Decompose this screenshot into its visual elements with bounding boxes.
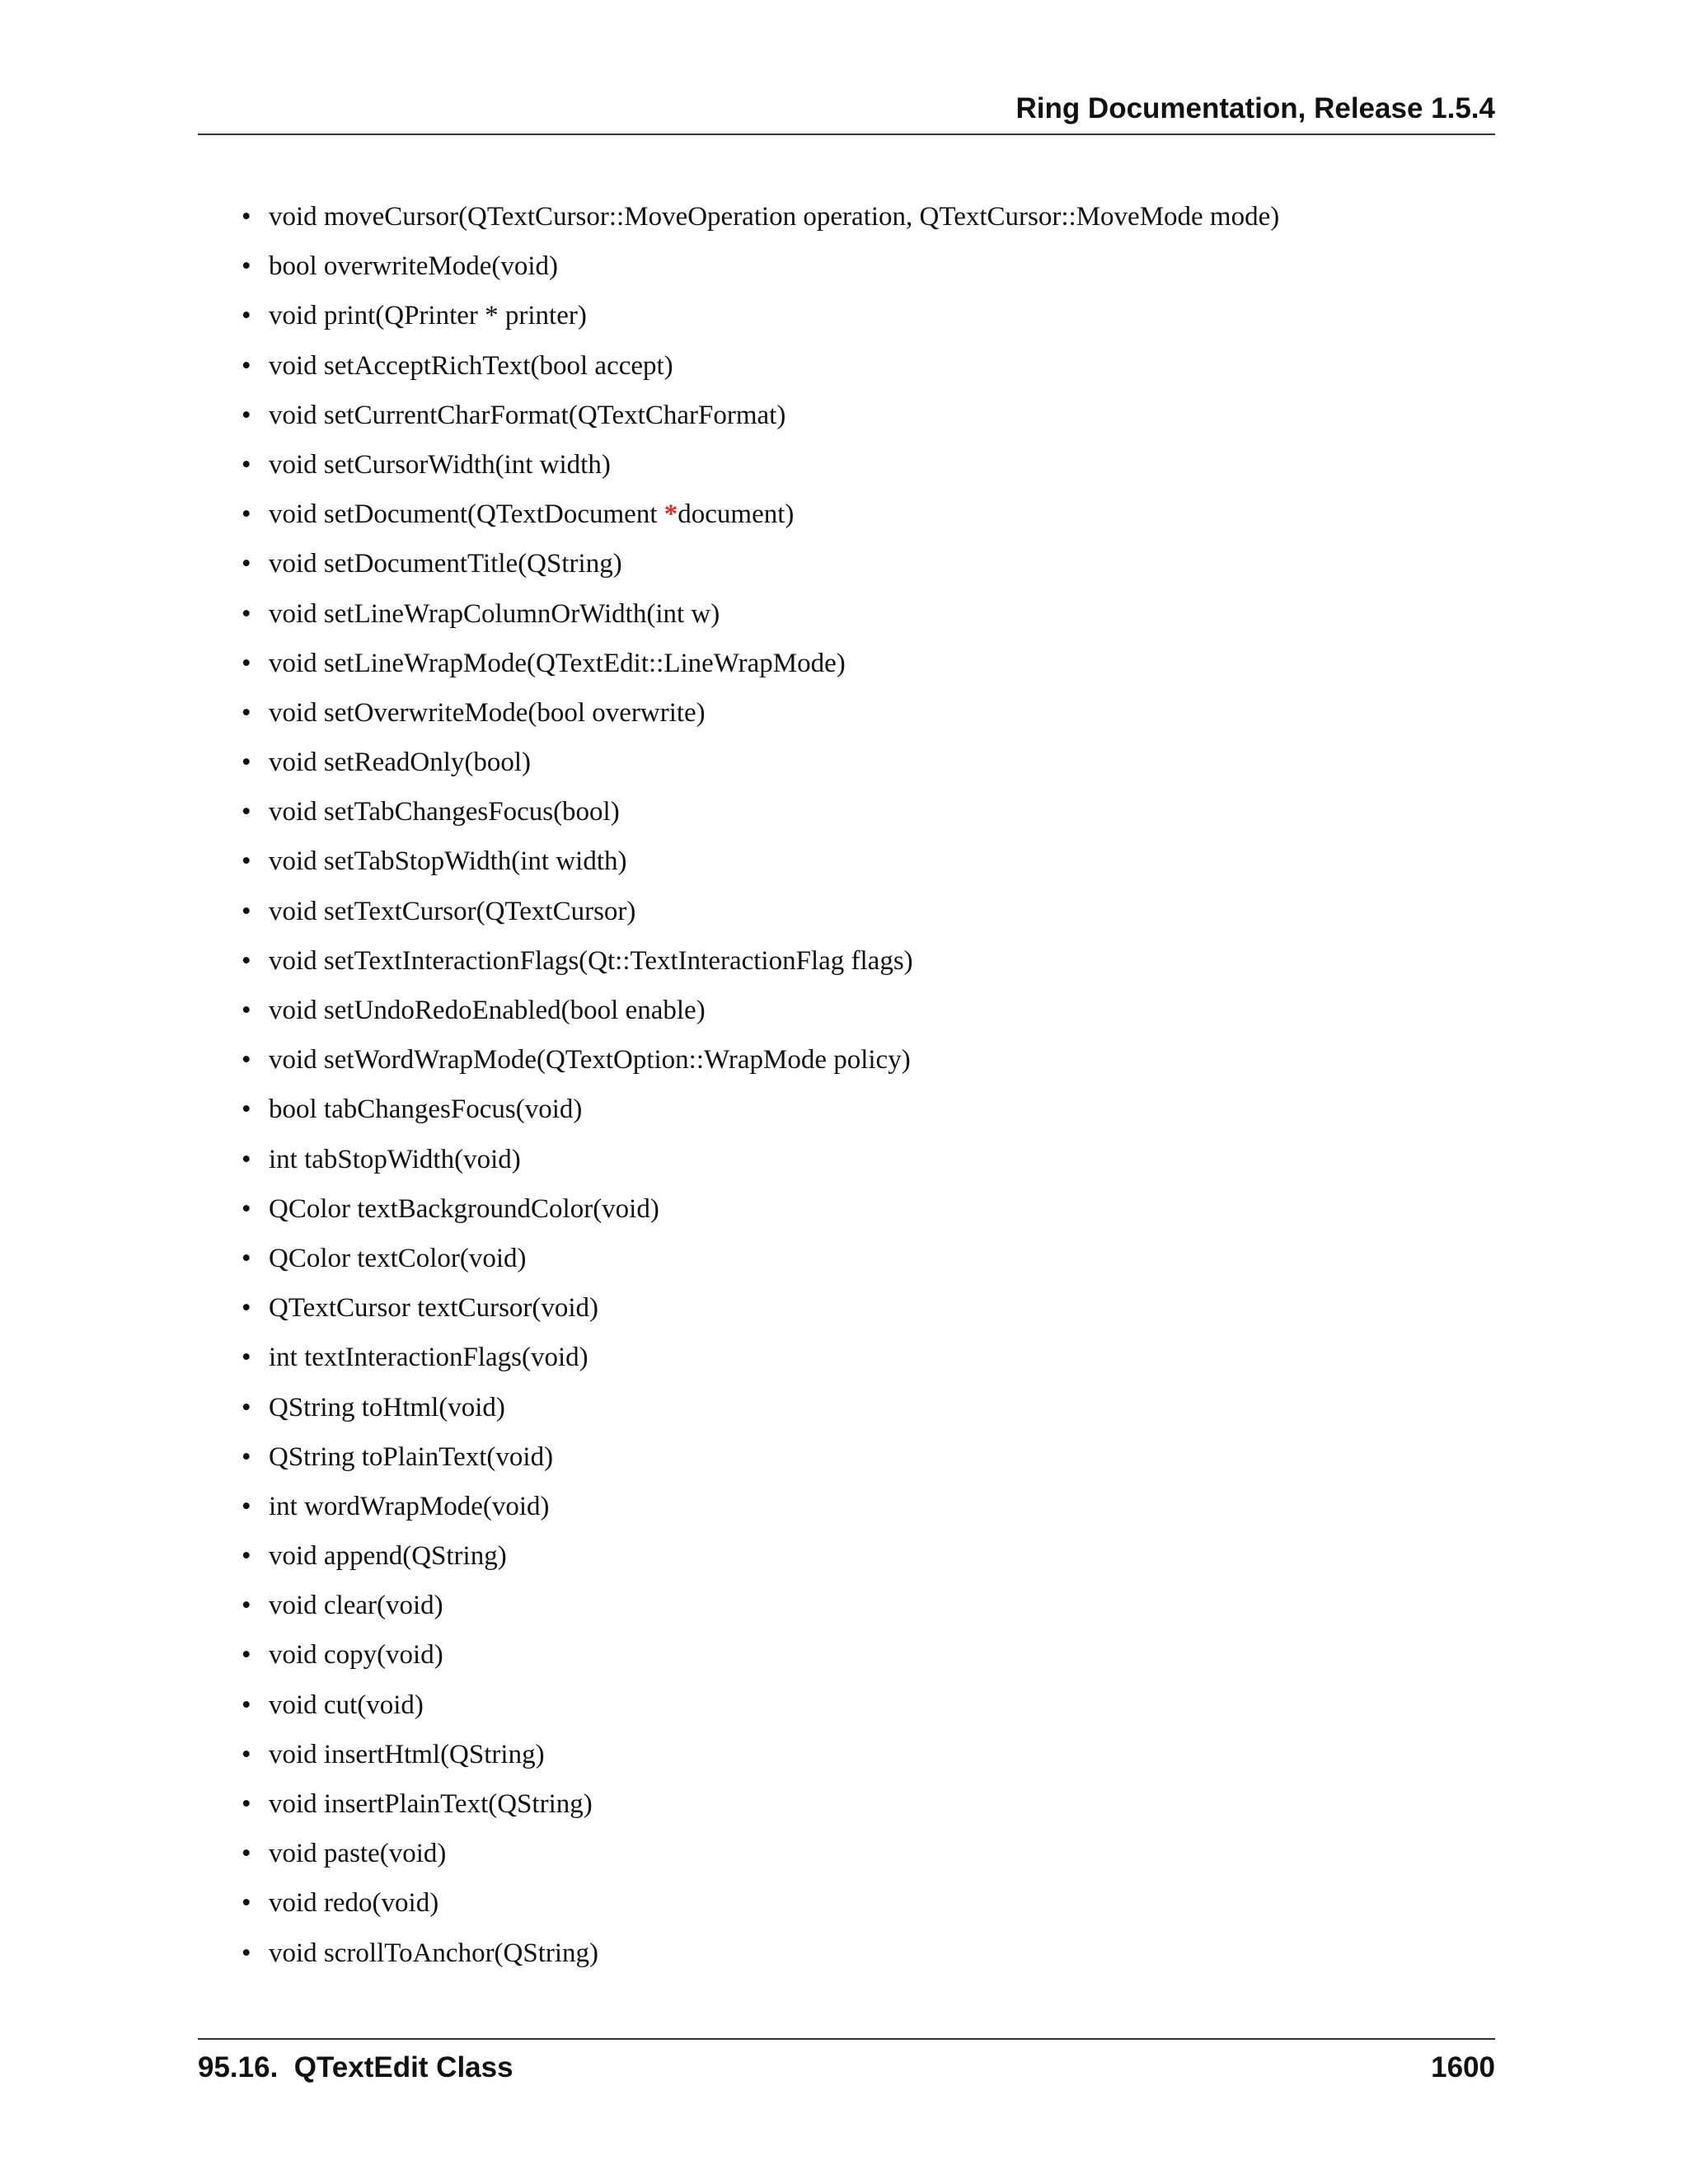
bullet-icon: • <box>241 499 251 530</box>
method-signature: void setLineWrapMode(QTextEdit::LineWrapMode) <box>269 648 846 678</box>
bullet-icon: • <box>241 1343 251 1373</box>
bullet-icon: • <box>241 1045 251 1076</box>
method-signature: void scrollToAnchor(QString) <box>269 1938 599 1968</box>
method-signature: void setAcceptRichText(bool accept) <box>269 350 673 381</box>
bullet-icon: • <box>241 1789 251 1819</box>
bullet-icon: • <box>241 350 251 381</box>
method-signature: void moveCursor(QTextCursor::MoveOperation operation, QTextCursor::MoveMode mode) <box>269 202 1280 232</box>
list-item <box>237 192 1490 241</box>
method-signature: void setUndoRedoEnabled(bool enable) <box>269 996 706 1025</box>
bullet-icon: • <box>241 251 251 282</box>
bullet-icon: • <box>241 202 251 232</box>
list-item <box>237 936 1490 986</box>
method-signature: QString toPlainText(void) <box>269 1441 554 1472</box>
bullet-icon: • <box>241 1243 251 1273</box>
bullet-icon: • <box>241 1193 251 1224</box>
list-item <box>237 440 1490 490</box>
method-signature: void setWordWrapMode(QTextOption::WrapMode policy) <box>269 1045 911 1076</box>
section-title: 95.16. QTextEdit Class <box>198 2051 513 2083</box>
method-signature: void setTextCursor(QTextCursor) <box>269 896 636 926</box>
list-item <box>237 490 1490 539</box>
method-signature: QColor textBackgroundColor(void) <box>269 1193 659 1224</box>
method-signature: int tabStopWidth(void) <box>269 1144 521 1174</box>
bullet-icon: • <box>241 1293 251 1324</box>
method-signature <box>269 499 794 529</box>
bullet-icon: • <box>241 1541 251 1572</box>
method-signature: void redo(void) <box>269 1888 439 1919</box>
method-signature: void cut(void) <box>269 1690 424 1720</box>
list-item <box>237 887 1490 936</box>
list-item <box>237 1432 1490 1482</box>
bullet-icon: • <box>241 697 251 728</box>
method-signature: void print(QPrinter * printer) <box>269 301 587 331</box>
list-item <box>237 1035 1490 1085</box>
method-signature: bool tabChangesFocus(void) <box>269 1094 583 1125</box>
list-item <box>237 1531 1490 1581</box>
method-signature: void append(QString) <box>269 1541 507 1572</box>
method-signature: void setTextInteractionFlags(Qt::TextInteractionFlag flags) <box>269 945 913 976</box>
bullet-icon: • <box>241 797 251 827</box>
bullet-icon: • <box>241 1094 251 1125</box>
method-signature: int textInteractionFlags(void) <box>269 1343 588 1373</box>
page-header <box>198 91 1495 135</box>
method-signature: void setLineWrapColumnOrWidth(int w) <box>269 598 720 629</box>
list-item <box>237 1184 1490 1234</box>
page-content <box>237 192 1490 1978</box>
list-item <box>237 341 1490 391</box>
method-signature: void insertPlainText(QString) <box>269 1789 593 1819</box>
list-item <box>237 291 1490 340</box>
method-signature: void copy(void) <box>269 1640 443 1671</box>
method-signature: QString toHtml(void) <box>269 1392 505 1422</box>
method-signature: void setCursorWidth(int width) <box>269 449 611 480</box>
list-item <box>237 1878 1490 1928</box>
method-signature: QTextCursor textCursor(void) <box>269 1293 599 1324</box>
document-title: Ring Documentation, Release 1.5.4 <box>1015 92 1495 124</box>
page-footer <box>198 2038 1495 2083</box>
list-item <box>237 688 1490 738</box>
list-item <box>237 787 1490 837</box>
method-list <box>237 192 1490 1978</box>
method-signature: void setDocumentTitle(QString) <box>269 549 622 579</box>
list-item <box>237 738 1490 787</box>
method-signature: void insertHtml(QString) <box>269 1739 545 1769</box>
bullet-icon: • <box>241 1839 251 1869</box>
method-signature: int wordWrapMode(void) <box>269 1491 550 1521</box>
list-item <box>237 1085 1490 1134</box>
list-item <box>237 241 1490 291</box>
bullet-icon: • <box>241 549 251 579</box>
bullet-icon: • <box>241 846 251 877</box>
bullet-icon: • <box>241 1938 251 1968</box>
method-signature: void setTabChangesFocus(bool) <box>269 797 620 827</box>
bullet-icon: • <box>241 1491 251 1521</box>
method-signature: void clear(void) <box>269 1591 443 1621</box>
bullet-icon: • <box>241 648 251 678</box>
list-item <box>237 986 1490 1035</box>
method-signature-part: document) <box>678 499 795 530</box>
list-item <box>237 837 1490 886</box>
list-item <box>237 1829 1490 1878</box>
method-signature: void setTabStopWidth(int width) <box>269 846 627 877</box>
list-item <box>237 1779 1490 1829</box>
bullet-icon: • <box>241 1441 251 1472</box>
bullet-icon: • <box>241 1392 251 1422</box>
list-item <box>237 1581 1490 1630</box>
list-item <box>237 1630 1490 1680</box>
method-signature: bool overwriteMode(void) <box>269 251 558 282</box>
bullet-icon: • <box>241 598 251 629</box>
list-item <box>237 1482 1490 1531</box>
method-signature: void paste(void) <box>269 1839 447 1869</box>
method-signature: void setOverwriteMode(bool overwrite) <box>269 697 706 728</box>
bullet-icon: • <box>241 1640 251 1671</box>
method-signature-part: void setDocument(QTextDocument <box>269 499 664 530</box>
bullet-icon: • <box>241 1739 251 1769</box>
bullet-icon: • <box>241 1690 251 1720</box>
list-item <box>237 391 1490 440</box>
bullet-icon: • <box>241 1591 251 1621</box>
bullet-icon: • <box>241 1888 251 1919</box>
list-item <box>237 1333 1490 1382</box>
list-item <box>237 639 1490 688</box>
list-item <box>237 539 1490 588</box>
list-item <box>237 1283 1490 1333</box>
method-signature: void setCurrentCharFormat(QTextCharFormat) <box>269 400 786 430</box>
list-item <box>237 1730 1490 1779</box>
bullet-icon: • <box>241 996 251 1025</box>
bullet-icon: • <box>241 449 251 480</box>
list-item <box>237 1680 1490 1730</box>
list-item <box>237 1234 1490 1283</box>
bullet-icon: • <box>241 301 251 331</box>
method-signature: void setReadOnly(bool) <box>269 748 532 778</box>
bullet-icon: • <box>241 1144 251 1174</box>
page-number: 1600 <box>1431 2051 1495 2083</box>
bullet-icon: • <box>241 400 251 430</box>
list-item <box>237 589 1490 639</box>
bullet-icon: • <box>241 748 251 778</box>
method-signature: QColor textColor(void) <box>269 1243 527 1273</box>
bullet-icon: • <box>241 896 251 926</box>
list-item <box>237 1383 1490 1432</box>
bullet-icon: • <box>241 945 251 976</box>
list-item <box>237 1929 1490 1978</box>
pointer-star: * <box>663 499 678 530</box>
list-item <box>237 1135 1490 1184</box>
